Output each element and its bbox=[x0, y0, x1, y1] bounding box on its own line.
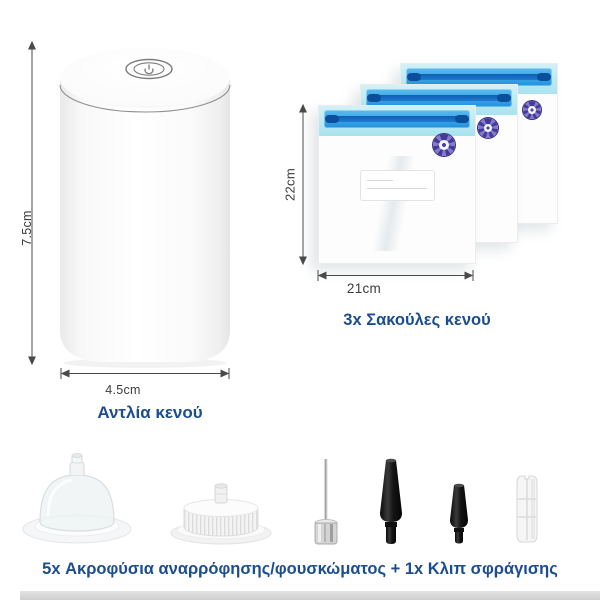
vacuum-pump-photo bbox=[55, 42, 240, 370]
pump-caption: Αντλία κενού bbox=[97, 403, 203, 422]
bag-zip-strip bbox=[319, 106, 475, 136]
sealing-clip-icon bbox=[511, 473, 543, 545]
threaded-cap-nozzle-icon bbox=[168, 478, 274, 546]
bag-valve-back bbox=[523, 101, 541, 119]
bags-caption: 3x Σακούλες κενού bbox=[343, 311, 491, 329]
bag-width-dimension: 21cm bbox=[346, 281, 382, 296]
bag-valve-front bbox=[433, 134, 455, 156]
table-edge-shadow bbox=[20, 591, 600, 600]
small-cone-nozzle-icon bbox=[443, 483, 475, 545]
pump-body bbox=[60, 80, 230, 362]
bag-valve-middle bbox=[478, 118, 498, 138]
needle-nozzle-icon bbox=[310, 456, 342, 546]
large-cone-nozzle-icon bbox=[372, 458, 410, 546]
suction-cup-nozzle-icon bbox=[20, 450, 134, 546]
bag-writable-label bbox=[360, 170, 435, 201]
accessories-caption: 5x Ακροφύσια αναρρόφησης/φουσκώματος + 1x Κλιπ σφράγισης bbox=[42, 560, 558, 578]
pump-height-dimension: 7.5cm bbox=[20, 210, 34, 246]
bag-height-dimension: 22cm bbox=[282, 168, 298, 201]
pump-width-dimension: 4.5cm bbox=[105, 383, 141, 397]
